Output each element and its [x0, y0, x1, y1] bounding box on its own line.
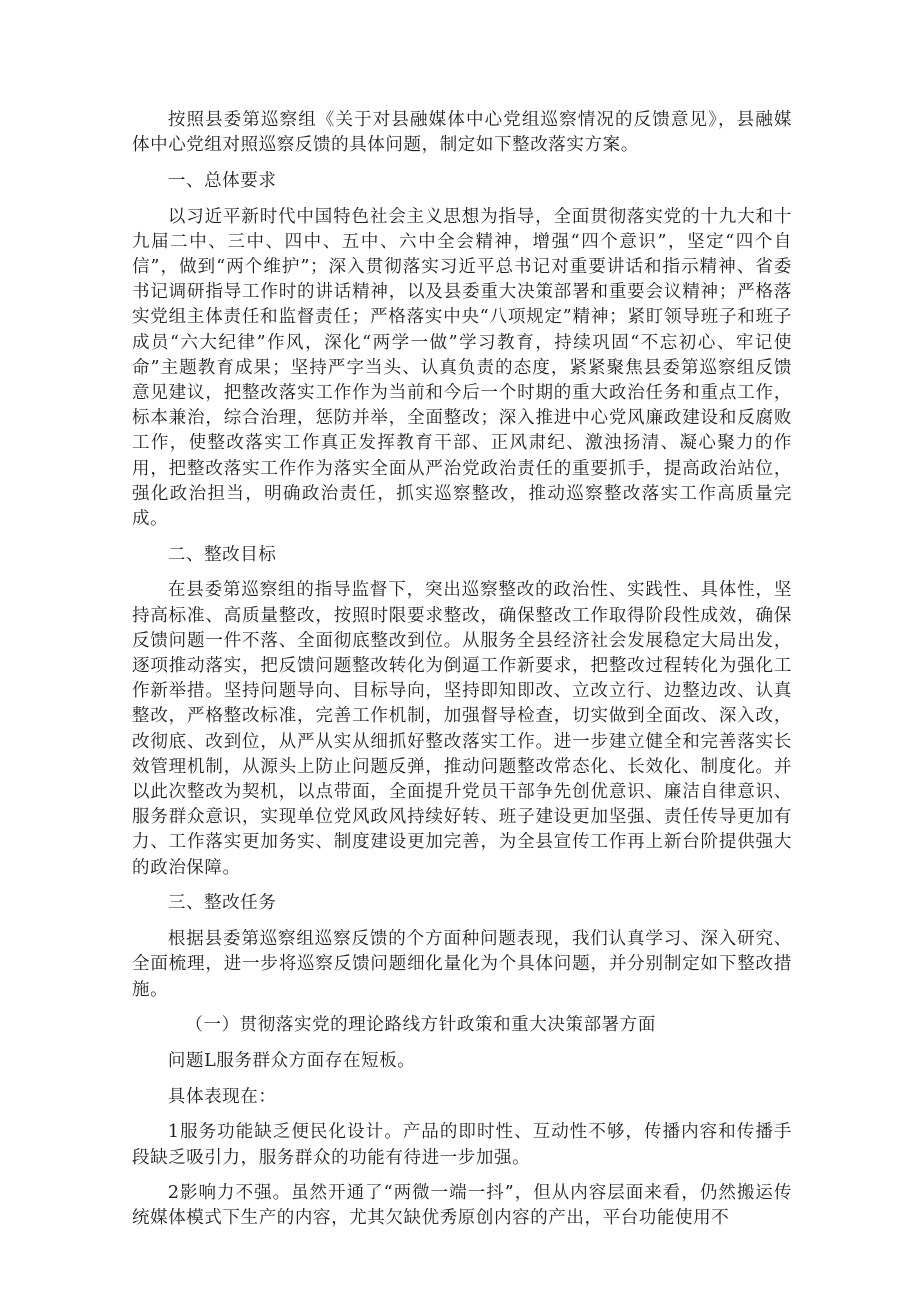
section-heading-general-requirements: 一、总体要求 [167, 170, 277, 191]
list-item: 2影响力不强。虽然开通了“两微一端一抖”，但从内容层面来看，仍然搬运传统媒体模式下生产的内容，尤其欠缺优秀原创内容的产出，平台功能使用不 [132, 1183, 792, 1229]
list-item: 1服务功能缺乏便民化设计。产品的即时性、互动性不够，传播内容和传播手段缺乏吸引力，服务群众的功能有待进一步加强。 [132, 1122, 792, 1168]
intro-paragraph: 按照县委第巡察组《关于对县融媒体中心党组巡察情况的反馈意见》，县融媒体中心党组对照巡察反馈的具体问题，制定如下整改落实方案。 [132, 110, 792, 156]
rectification-goals-paragraph: 在县委第巡察组的指导监督下，突出巡察整改的政治性、实践性、具体性，坚持高标准、高质量整改，按照时限要求整改，确保整改工作取得阶段性成效，确保反馈问题一件不落、全面彻底整改到位。从服务全县经济社会发展稳定大局出发，逐项推动落实，把反馈问题整改转化为倒逼工作新要求，把整改过程转化为强化工作新举措。坚持问题导向、目标导向，坚持即知即改、立改立行、边整边改、认真整改，严格整改标准，完善工作机制，加强督导检查，切实做到全面改、深入改，改彻底、改到位，从严从实从细抓好整改落实工作。进一步建立健全和完善落实长效管理机制，从源头上防止问题反弹，推动问题整改常态化、长效化、制度化。并以此次整改为契机，以点带面，全面提升党员干部争先创优意识、廉洁自律意识、服务群众意识，实现单位党风政风持续好转、班子建设更加坚强、责任传导更加有力、工作落实更加务实、制度建设更加完善，为全县宣传工作再上新台阶提供强大的政治保障。 [132, 580, 792, 878]
problem-title: 问题L服务群众方面存在短板。 [167, 1050, 416, 1071]
section-heading-rectification-tasks: 三、整改任务 [167, 893, 277, 914]
rectification-tasks-paragraph: 根据县委第巡察组巡察反馈的个方面种问题表现，我们认真学习、深入研究、全面梳理，进一步将巡察反馈问题细化量化为个具体问题，并分别制定如下整改措施。 [132, 929, 792, 1000]
general-requirements-paragraph: 以习近平新时代中国特色社会主义思想为指导，全面贯彻落实党的十九大和十九届二中、三中、四中、五中、六中全会精神，增强“四个意识”，坚定“四个自信”，做到“两个维护”；深入贯彻落实习近平总书记对重要讲话和指示精神、省委书记调研指导工作时的讲话精神，以及县委重大决策部署和重要会议精神；严格落实党组主体责任和监督责任；严格落实中央“八项规定”精神；紧盯领导班子和班子成员“六大纪律”作风，深化“两学一做”学习教育，持续巩固“不忘初心、牢记使命”主题教育成果；坚持严字当头、认真负责的态度，紧紧聚焦县委第巡察组反馈意见建议，把整改落实工作作为当前和今后一个时期的重大政治任务和重点工作，标本兼治，综合治理，惩防并举，全面整改；深入推进中心党风廉政建设和反腐败工作，使整改落实工作真正发挥教育干部、正风肃纪、激浊扬清、凝心聚力的作用，把整改落实工作作为落实全面从严治党政治责任的重要抓手，提高政治站位，强化政治担当，明确政治责任，抓实巡察整改，推动巡察整改落实工作高质量完成。 [132, 206, 792, 530]
document-body [132, 108, 792, 1242]
manifestation-label: 具体表现在： [167, 1086, 277, 1107]
section-heading-rectification-goals: 二、整改目标 [167, 544, 277, 565]
subsection-heading-policy-implementation: （一）贯彻落实党的理论路线方针政策和重大决策部署方面 [185, 1015, 656, 1036]
